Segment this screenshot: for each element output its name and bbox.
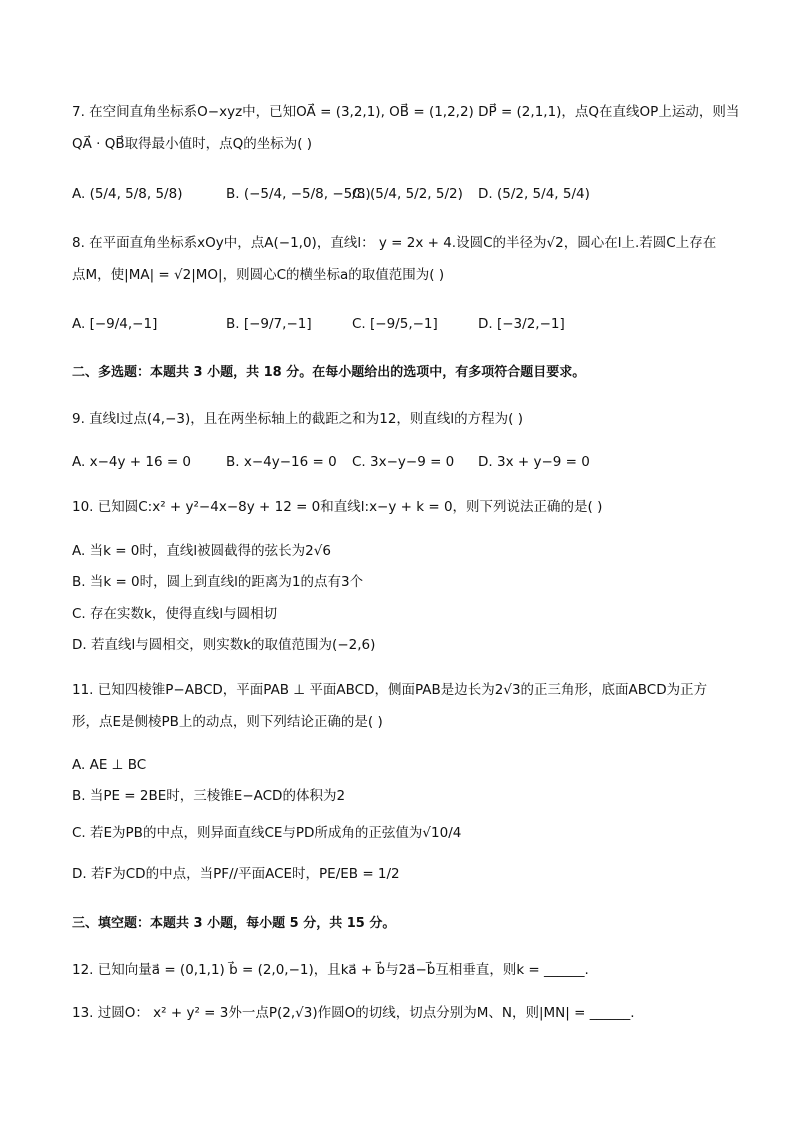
q11-option-d: D. 若F为CD的中点，当PF//平面ACE时，PE/EB = 1/2	[72, 866, 400, 882]
q10-option-b: B. 当k = 0时，圆上到直线l的距离为1的点有3个	[72, 574, 364, 590]
q10-option-a: A. 当k = 0时，直线l被圆截得的弦长为2√6	[72, 543, 331, 559]
q11-option-a: A. AE ⊥ BC	[72, 757, 147, 773]
q13-stem: 13. 过圆O： x² + y² = 3外一点P(2,√3)作圆O的切线，切点分别为M、N，则|MN| = ______.	[72, 1005, 635, 1021]
q11-stem-line2: 形，点E是侧棱PB上的动点，则下列结论正确的是( )	[72, 714, 383, 730]
q10-stem: 10. 已知圆C:x² + y²−4x−8y + 12 = 0和直线l:x−y + k = 0，则下列说法正确的是( )	[72, 499, 603, 515]
section-heading-fill-in: 三、填空题：本题共 3 小题，每小题 5 分，共 15 分。	[72, 916, 396, 931]
q11-option-b: B. 当PE = 2BE时，三棱锥E−ACD的体积为2	[72, 788, 346, 804]
q9-option-a: A. x−4y + 16 = 0	[72, 454, 192, 470]
q10-option-c: C. 存在实数k，使得直线l与圆相切	[72, 606, 278, 622]
section-heading-multiple-choice: 二、多选题：本题共 3 小题，共 18 分。在每小题给出的选项中，有多项符合题目要求。	[72, 365, 586, 380]
q8-stem-line1: 8. 在平面直角坐标系xOy中，点A(−1,0)，直线l： y = 2x + 4.设圆C的半径为√2，圆心在l上.若圆C上存在	[72, 235, 717, 251]
q8-option-c: C. [−9/5,−1]	[352, 316, 438, 332]
q10-option-d: D. 若直线l与圆相交，则实数k的取值范围为(−2,6)	[72, 637, 376, 653]
q7-stem-line1: 7. 在空间直角坐标系O−xyz中，已知OA⃗ = (3,2,1), OB⃗ = (1,2,2) DP⃗ = (2,1,1)，点Q在直线OP上运动，则当	[72, 104, 740, 120]
q7-option-a: A. (5/4, 5/8, 5/8)	[72, 186, 183, 202]
q7-stem-line2: QA⃗ · QB⃗取得最小值时，点Q的坐标为( )	[72, 136, 313, 152]
q9-stem: 9. 直线l过点(4,−3)，且在两坐标轴上的截距之和为12，则直线l的方程为( )	[72, 411, 523, 427]
q11-stem-line1: 11. 已知四棱锥P−ABCD，平面PAB ⊥ 平面ABCD，侧面PAB是边长为2√3的正三角形，底面ABCD为正方	[72, 682, 708, 698]
q9-option-c: C. 3x−y−9 = 0	[352, 454, 455, 470]
q9-option-b: B. x−4y−16 = 0	[226, 454, 337, 470]
q7-option-b: B. (−5/4, −5/8, −5/8)	[226, 186, 371, 202]
q11-option-c: C. 若E为PB的中点，则异面直线CE与PD所成角的正弦值为√10/4	[72, 825, 462, 841]
q8-option-b: B. [−9/7,−1]	[226, 316, 312, 332]
q7-option-d: D. (5/2, 5/4, 5/4)	[478, 186, 590, 202]
q7-option-c: C. (5/4, 5/2, 5/2)	[352, 186, 463, 202]
q9-option-d: D. 3x + y−9 = 0	[478, 454, 590, 470]
q12-stem: 12. 已知向量a⃗ = (0,1,1) b⃗ = (2,0,−1)，且ka⃗ + b⃗与2a⃗−b⃗互相垂直，则k = ______.	[72, 962, 589, 978]
q8-option-a: A. [−9/4,−1]	[72, 316, 158, 332]
q8-stem-line2: 点M，使|MA| = √2|MO|，则圆心C的横坐标a的取值范围为( )	[72, 267, 445, 283]
q8-option-d: D. [−3/2,−1]	[478, 316, 565, 332]
